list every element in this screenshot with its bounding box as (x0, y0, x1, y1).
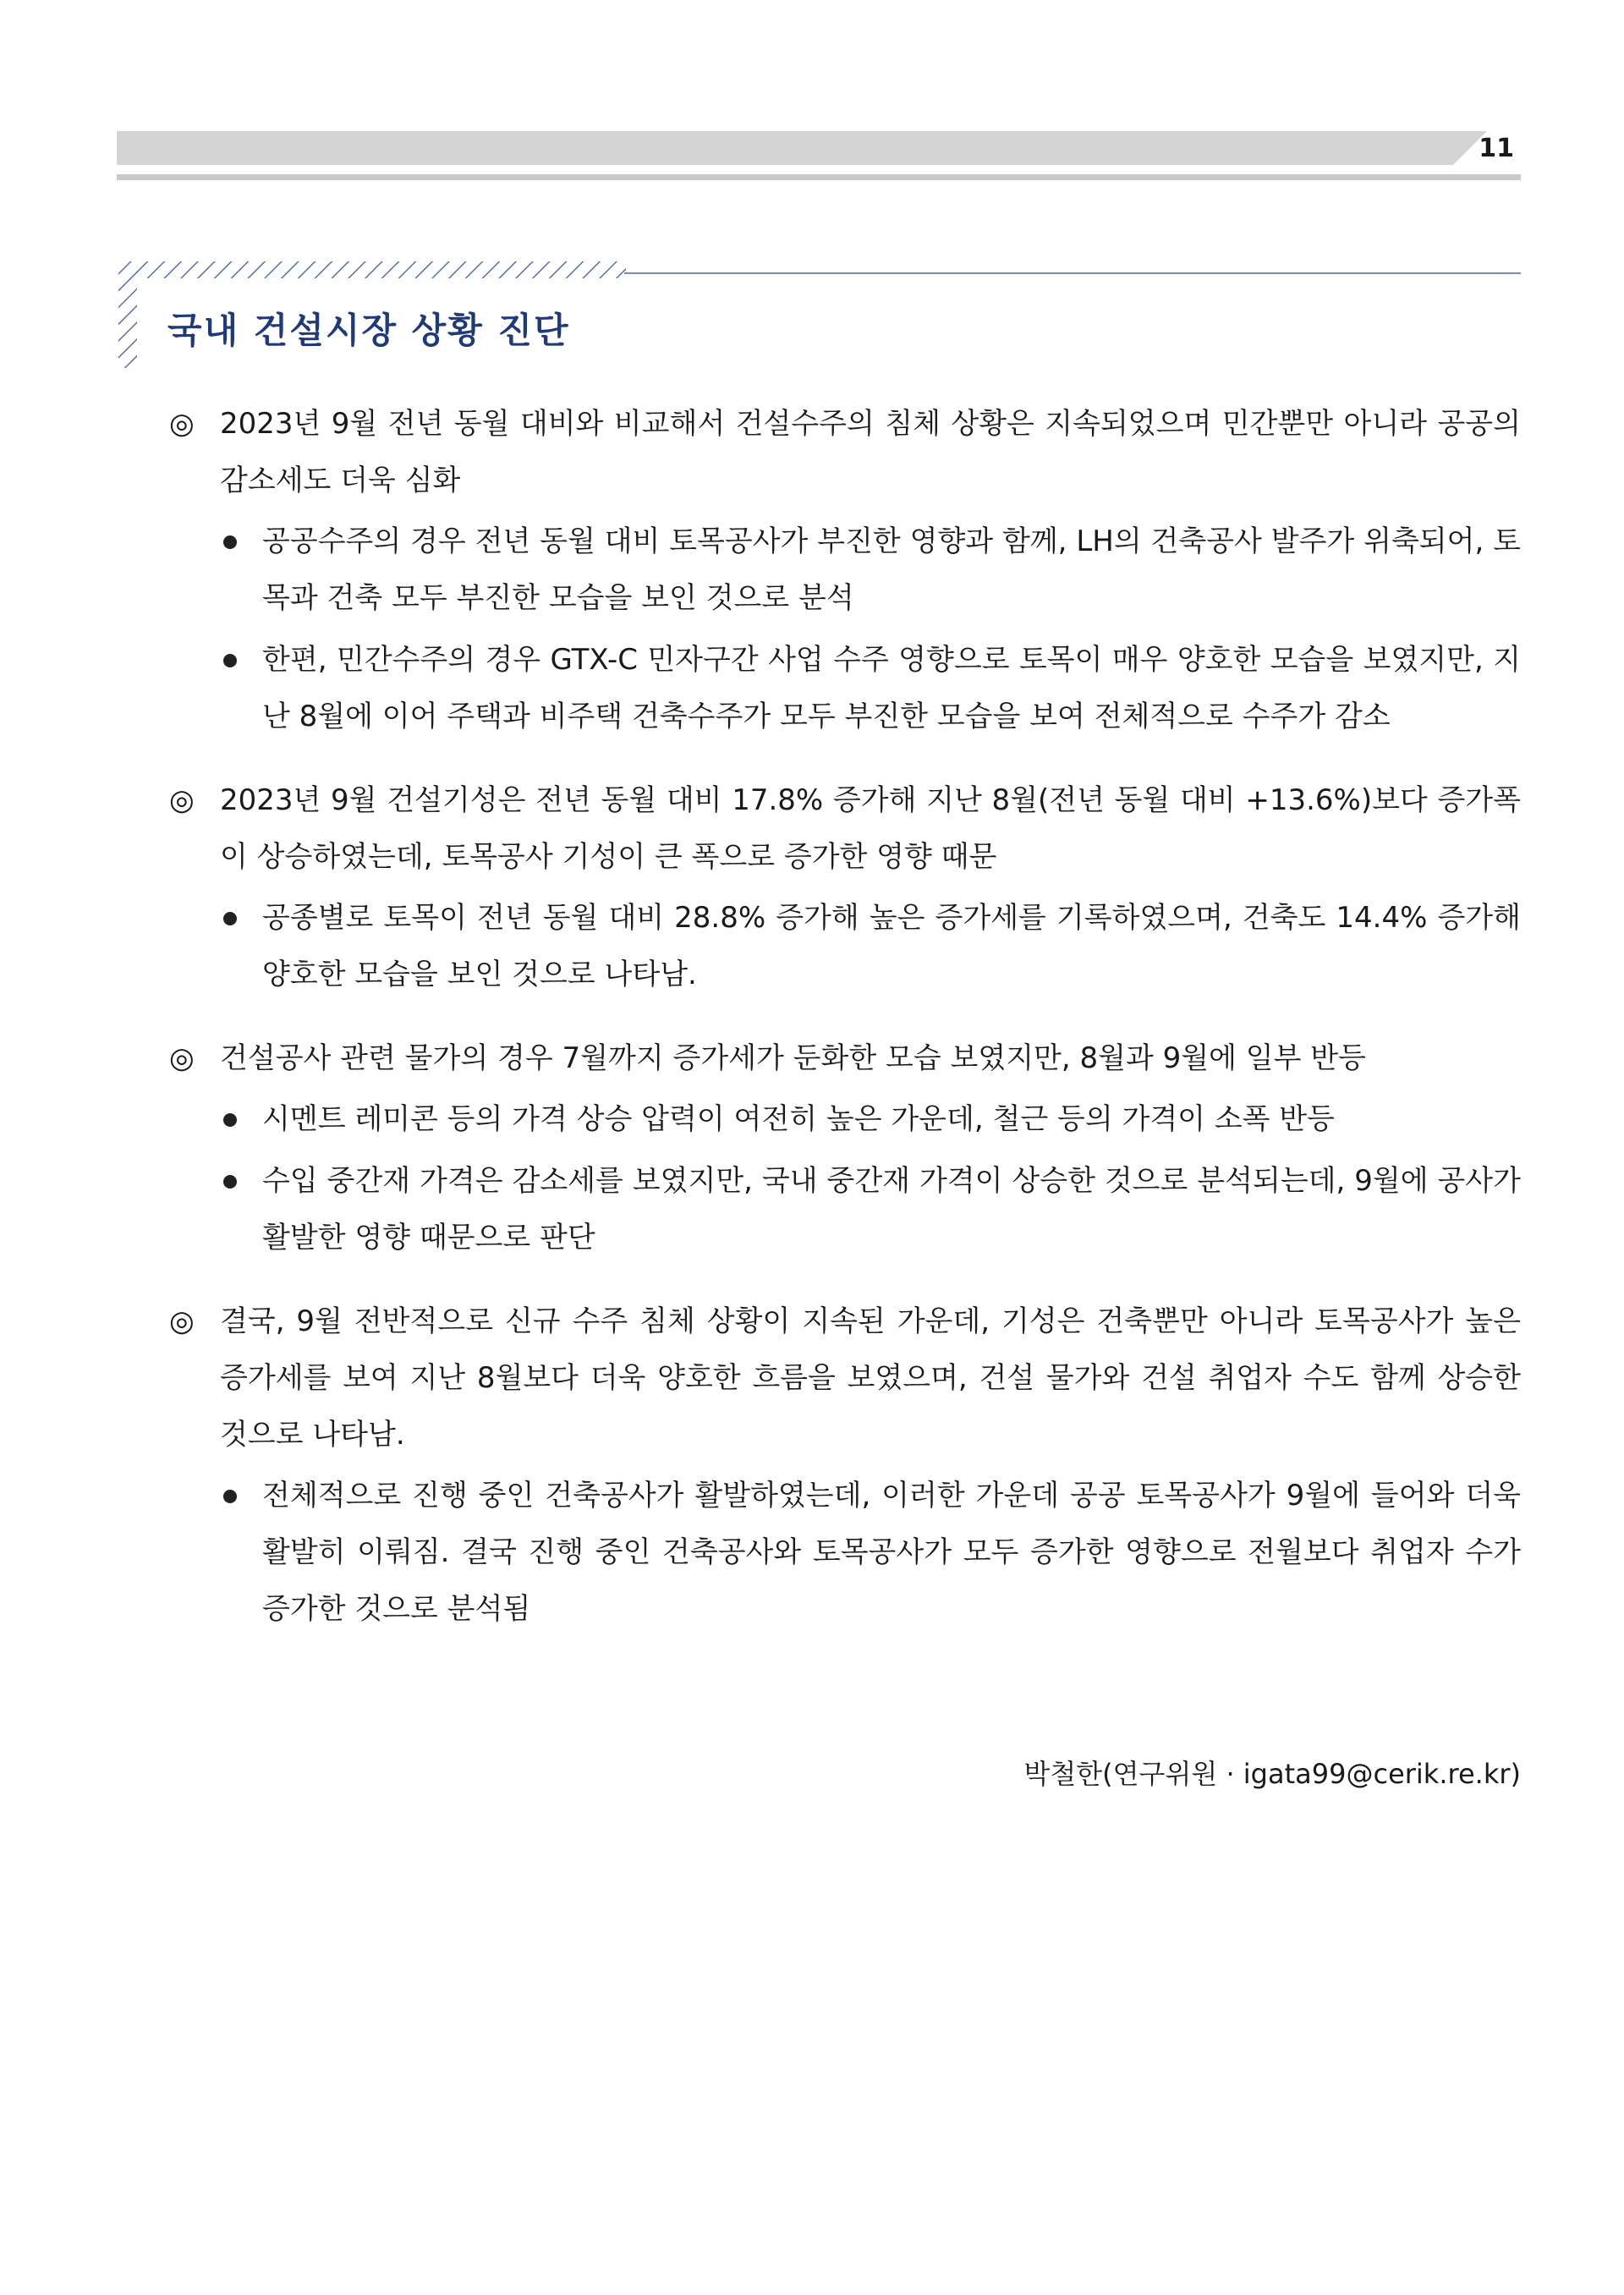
summary-point-text: 결국, 9월 전반적으로 신규 수주 침체 상황이 지속된 가운데, 기성은 건축뿐만 아니라 토목공사가 높은 증가세를 보여 지난 8월보다 더욱 양호한 흐름을 보였으며, 건설 물가와 건설 취업자 수도 함께 상승한 것으로 나타남. (220, 1304, 1521, 1452)
summary-block-4 (169, 1293, 1521, 1638)
page-number: 11 (1479, 134, 1514, 163)
header-rule (117, 174, 1521, 180)
summary-point (169, 1293, 1521, 1463)
summary-block-2 (169, 772, 1521, 1003)
detail-point (169, 1091, 1521, 1148)
detail-point (169, 632, 1521, 745)
bullet-dot-icon (223, 1490, 237, 1503)
detail-point (169, 1153, 1521, 1266)
bullet-dot-icon (223, 1175, 237, 1189)
bullet-dot-icon (223, 654, 237, 667)
section-title: 국내 건설시장 상황 진단 (167, 310, 570, 351)
bullet-dot-icon (223, 535, 237, 549)
author-credit: 박철한(연구위원 · igata99@cerik.re.kr) (1023, 1758, 1521, 1790)
detail-point (169, 513, 1521, 627)
detail-point-text: 수입 중간재 가격은 감소세를 보였지만, 국내 중간재 가격이 상승한 것으로 분석되는데, 9월에 공사가 활발한 영향 때문으로 판단 (262, 1164, 1521, 1255)
summary-point-text: 건설공사 관련 물가의 경우 7월까지 증가세가 둔화한 모습 보였지만, 8월과 9월에 일부 반등 (220, 1041, 1366, 1075)
summary-block-3 (169, 1030, 1521, 1266)
double-circle-bullet-icon: ◎ (169, 1304, 195, 1338)
summary-point-text: 2023년 9월 전년 동월 대비와 비교해서 건설수주의 침체 상황은 지속되었으며 민간뿐만 아니라 공공의 감소세도 더욱 심화 (220, 407, 1521, 497)
detail-point-text: 공종별로 토목이 전년 동월 대비 28.8% 증가해 높은 증가세를 기록하였으며, 건축도 14.4% 증가해 양호한 모습을 보인 것으로 나타남. (262, 901, 1521, 991)
detail-point-text: 한편, 민간수주의 경우 GTX-C 민자구간 사업 수주 영향으로 토목이 매우 양호한 모습을 보였지만, 지난 8월에 이어 주택과 비주택 건축수주가 모두 부진한 모습을 보여 전체적으로 수주가 감소 (262, 643, 1521, 733)
detail-point-text: 공공수주의 경우 전년 동월 대비 토목공사가 부진한 영향과 함께, LH의 건축공사 발주가 위축되어, 토목과 건축 모두 부진한 모습을 보인 것으로 분석 (262, 524, 1521, 615)
double-circle-bullet-icon: ◎ (169, 783, 195, 817)
bullet-dot-icon (223, 912, 237, 925)
summary-point-text: 2023년 9월 건설기성은 전년 동월 대비 17.8% 증가해 지난 8월(전년 동월 대비 +13.6%)보다 증가폭이 상승하였는데, 토목공사 기성이 큰 폭으로 증가한 영향 때문 (220, 783, 1521, 874)
header-band (117, 131, 1521, 165)
summary-point (169, 772, 1521, 886)
detail-point-text: 전체적으로 진행 중인 건축공사가 활발하였는데, 이러한 가운데 공공 토목공사가 9월에 들어와 더욱 활발히 이뤄짐. 결국 진행 중인 건축공사와 토목공사가 모두 증가한 영향으로 전월보다 취업자 수가 증가한 것으로 분석됨 (262, 1479, 1521, 1626)
summary-point (169, 396, 1521, 509)
detail-point (169, 1468, 1521, 1638)
detail-point-text: 시멘트 레미콘 등의 가격 상승 압력이 여전히 높은 가운데, 철근 등의 가격이 소폭 반등 (262, 1102, 1335, 1136)
bullet-dot-icon (223, 1113, 237, 1127)
summary-point (169, 1030, 1521, 1087)
summary-block-1 (169, 396, 1521, 745)
double-circle-bullet-icon: ◎ (169, 1041, 195, 1075)
detail-point (169, 890, 1521, 1003)
content-body (169, 396, 1521, 1665)
double-circle-bullet-icon: ◎ (169, 407, 195, 441)
